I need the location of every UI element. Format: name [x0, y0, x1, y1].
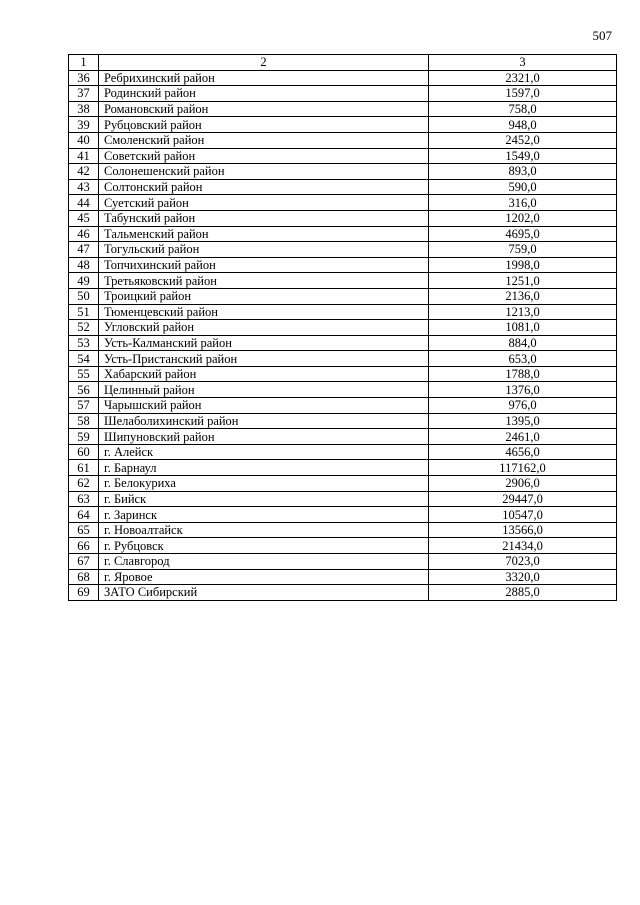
- row-value: 1549,0: [429, 148, 617, 164]
- district-name: Тюменцевский район: [99, 304, 429, 320]
- row-value: 4695,0: [429, 226, 617, 242]
- district-name: Шелаболихинский район: [99, 413, 429, 429]
- table-row: [69, 210, 617, 226]
- table-row: [69, 491, 617, 507]
- row-value: 2885,0: [429, 585, 617, 601]
- district-name: Троицкий район: [99, 288, 429, 304]
- district-name: Суетский район: [99, 195, 429, 211]
- district-name: Усть-Пристанский район: [99, 351, 429, 367]
- row-value: 893,0: [429, 164, 617, 180]
- district-name: г. Барнаул: [99, 460, 429, 476]
- row-number: 61: [69, 460, 99, 476]
- row-number: 52: [69, 320, 99, 336]
- district-name: Романовский район: [99, 101, 429, 117]
- table-row: [69, 569, 617, 585]
- table-row: [69, 398, 617, 414]
- table-row: [69, 195, 617, 211]
- row-number: 65: [69, 522, 99, 538]
- district-name: Родинский район: [99, 86, 429, 102]
- row-value: 1597,0: [429, 86, 617, 102]
- district-name: Тальменский район: [99, 226, 429, 242]
- row-number: 60: [69, 444, 99, 460]
- row-number: 48: [69, 257, 99, 273]
- row-number: 36: [69, 70, 99, 86]
- table-row: [69, 320, 617, 336]
- row-value: 1395,0: [429, 413, 617, 429]
- row-number: 66: [69, 538, 99, 554]
- header-col-2: 2: [99, 55, 429, 71]
- district-name: Шипуновский район: [99, 429, 429, 445]
- district-name: г. Заринск: [99, 507, 429, 523]
- row-number: 43: [69, 179, 99, 195]
- district-name: Ребрихинский район: [99, 70, 429, 86]
- row-number: 44: [69, 195, 99, 211]
- row-value: 316,0: [429, 195, 617, 211]
- district-name: Целинный район: [99, 382, 429, 398]
- table-row: [69, 148, 617, 164]
- row-number: 42: [69, 164, 99, 180]
- table-row: [69, 538, 617, 554]
- row-number: 63: [69, 491, 99, 507]
- row-number: 69: [69, 585, 99, 601]
- row-number: 57: [69, 398, 99, 414]
- table-row: [69, 382, 617, 398]
- table-row: [69, 335, 617, 351]
- table-row: [69, 86, 617, 102]
- row-number: 49: [69, 273, 99, 289]
- row-value: 1081,0: [429, 320, 617, 336]
- district-name: Солтонский район: [99, 179, 429, 195]
- district-name: Третьяковский район: [99, 273, 429, 289]
- row-value: 10547,0: [429, 507, 617, 523]
- table-row: [69, 507, 617, 523]
- district-name: г. Яровое: [99, 569, 429, 585]
- row-number: 54: [69, 351, 99, 367]
- row-number: 67: [69, 554, 99, 570]
- table-header-row: [69, 55, 617, 71]
- table-row: [69, 444, 617, 460]
- district-name: Советский район: [99, 148, 429, 164]
- row-number: 41: [69, 148, 99, 164]
- row-value: 1251,0: [429, 273, 617, 289]
- row-number: 56: [69, 382, 99, 398]
- row-value: 1788,0: [429, 366, 617, 382]
- row-number: 45: [69, 210, 99, 226]
- table-row: [69, 522, 617, 538]
- table-row: [69, 460, 617, 476]
- row-value: 2136,0: [429, 288, 617, 304]
- row-number: 47: [69, 242, 99, 258]
- table-row: [69, 70, 617, 86]
- table-row: [69, 101, 617, 117]
- row-number: 51: [69, 304, 99, 320]
- row-value: 117162,0: [429, 460, 617, 476]
- district-name: Чарышский район: [99, 398, 429, 414]
- row-value: 4656,0: [429, 444, 617, 460]
- row-number: 62: [69, 476, 99, 492]
- district-name: ЗАТО Сибирский: [99, 585, 429, 601]
- data-table: [68, 54, 617, 601]
- row-value: 1376,0: [429, 382, 617, 398]
- row-number: 55: [69, 366, 99, 382]
- table-body: [69, 70, 617, 600]
- district-name: Смоленский район: [99, 132, 429, 148]
- district-name: г. Рубцовск: [99, 538, 429, 554]
- row-number: 39: [69, 117, 99, 133]
- row-number: 58: [69, 413, 99, 429]
- table-row: [69, 117, 617, 133]
- district-name: Табунский район: [99, 210, 429, 226]
- table-row: [69, 304, 617, 320]
- row-value: 884,0: [429, 335, 617, 351]
- header-col-1: 1: [69, 55, 99, 71]
- row-number: 64: [69, 507, 99, 523]
- district-name: г. Белокуриха: [99, 476, 429, 492]
- row-number: 68: [69, 569, 99, 585]
- district-name: Топчихинский район: [99, 257, 429, 273]
- row-number: 37: [69, 86, 99, 102]
- table-row: [69, 585, 617, 601]
- district-name: Рубцовский район: [99, 117, 429, 133]
- district-name: Солонешенский район: [99, 164, 429, 180]
- row-number: 53: [69, 335, 99, 351]
- row-value: 2321,0: [429, 70, 617, 86]
- table-row: [69, 257, 617, 273]
- district-name: Усть-Калманский район: [99, 335, 429, 351]
- row-value: 2452,0: [429, 132, 617, 148]
- row-value: 3320,0: [429, 569, 617, 585]
- row-value: 21434,0: [429, 538, 617, 554]
- row-number: 40: [69, 132, 99, 148]
- row-value: 1202,0: [429, 210, 617, 226]
- district-name: г. Славгород: [99, 554, 429, 570]
- row-value: 1213,0: [429, 304, 617, 320]
- row-value: 7023,0: [429, 554, 617, 570]
- table-row: [69, 554, 617, 570]
- row-number: 46: [69, 226, 99, 242]
- table-row: [69, 429, 617, 445]
- row-value: 1998,0: [429, 257, 617, 273]
- table-row: [69, 226, 617, 242]
- district-name: г. Бийск: [99, 491, 429, 507]
- row-value: 590,0: [429, 179, 617, 195]
- row-value: 948,0: [429, 117, 617, 133]
- district-name: г. Новоалтайск: [99, 522, 429, 538]
- table-row: [69, 288, 617, 304]
- table-row: [69, 476, 617, 492]
- table-row: [69, 179, 617, 195]
- table-row: [69, 366, 617, 382]
- table-row: [69, 273, 617, 289]
- district-name: Тогульский район: [99, 242, 429, 258]
- row-number: 50: [69, 288, 99, 304]
- row-number: 38: [69, 101, 99, 117]
- row-value: 759,0: [429, 242, 617, 258]
- row-value: 2906,0: [429, 476, 617, 492]
- row-value: 29447,0: [429, 491, 617, 507]
- table-row: [69, 242, 617, 258]
- table-row: [69, 164, 617, 180]
- table-row: [69, 132, 617, 148]
- district-name: Угловский район: [99, 320, 429, 336]
- row-value: 976,0: [429, 398, 617, 414]
- header-col-3: 3: [429, 55, 617, 71]
- table-row: [69, 351, 617, 367]
- row-value: 13566,0: [429, 522, 617, 538]
- table-row: [69, 413, 617, 429]
- row-value: 758,0: [429, 101, 617, 117]
- district-name: Хабарский район: [99, 366, 429, 382]
- row-value: 653,0: [429, 351, 617, 367]
- page-number: 507: [592, 28, 612, 43]
- row-value: 2461,0: [429, 429, 617, 445]
- row-number: 59: [69, 429, 99, 445]
- district-name: г. Алейск: [99, 444, 429, 460]
